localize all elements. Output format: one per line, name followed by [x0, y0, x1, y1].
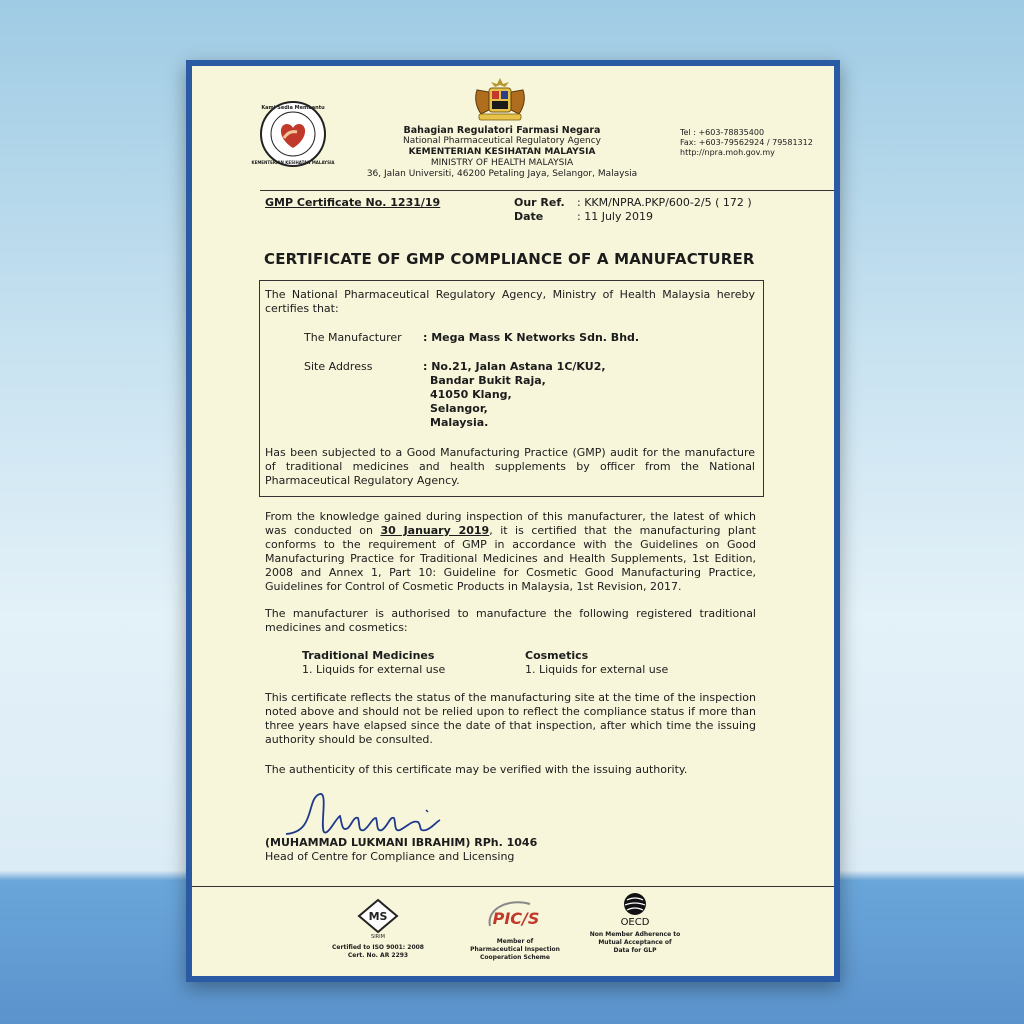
- signatory-line: [265, 836, 537, 849]
- ms-certification: [328, 898, 428, 960]
- oecd-caption-line-1: Non Member Adherence to: [589, 931, 681, 938]
- date-label: Date: [514, 210, 544, 223]
- svg-text:Kami Sedia Membantu: Kami Sedia Membantu: [261, 105, 325, 111]
- ministry-english-name: MINISTRY OF HEALTH MALAYSIA: [430, 158, 574, 168]
- agency-malay-name: Bahagian Regulatori Farmasi Negara: [403, 125, 601, 136]
- ministry-malay-name: KEMENTERIAN KESIHATAN MALAYSIA: [408, 147, 596, 157]
- category-traditional-medicines: [302, 649, 445, 677]
- header-divider: [260, 190, 834, 191]
- certificate-number: GMP Certificate No. 1231/19: [265, 196, 441, 209]
- pics-membership: [460, 896, 570, 962]
- signatory-position: Head of Centre for Compliance and Licensing: [265, 850, 515, 863]
- address-line: Selangor,: [430, 402, 488, 415]
- fax-number: Fax: +603-79562924 / 79581312: [680, 138, 813, 147]
- address-line: Bandar Bukit Raja,: [430, 374, 546, 387]
- agency-address: 36, Jalan Universiti, 46200 Petaling Jaya, Selangor, Malaysia: [366, 169, 638, 179]
- coat-of-arms-emblem: [469, 76, 531, 124]
- contact-info: [680, 128, 830, 158]
- inspection-text-after: , it is certified that the manufacturing plant conforms to the requirement of GMP in accordance with the Guidelines on Good Manufacturing Practice for Traditional Medicines and Health Supplements, 1st Edition, 2008 and Annex 1, Part 10: Guideline for Cosmetic Good Manufacturing Practice, Guidelines for Control of Cosmetic Products in Malaysia, 1st Revision, 2017.: [265, 524, 756, 593]
- oecd-logo: [615, 892, 655, 926]
- inspection-date: 30 January 2019: [380, 524, 490, 537]
- address-line: : No.21, Jalan Astana 1C/KU2,: [423, 360, 606, 373]
- authorisation-paragraph: The manufacturer is authorised to manufacture the following registered traditional medicines and cosmetics:: [265, 607, 756, 634]
- oecd-caption-line-2: Mutual Acceptance of: [598, 939, 672, 946]
- pics-caption-line-2: Pharmaceutical Inspection: [470, 946, 560, 953]
- site-address-lines: [423, 360, 606, 430]
- category-heading: Traditional Medicines: [302, 649, 435, 662]
- ms-caption-line-2: Cert. No. AR 2293: [347, 952, 409, 959]
- pics-logo: [480, 896, 550, 934]
- signatory-credential: RPh. 1046: [474, 836, 538, 849]
- our-ref-value: : KKM/NPRA.PKP/600-2/5 ( 172 ): [577, 196, 752, 209]
- pics-logo-text: PIC/S: [492, 909, 540, 928]
- certificate-title: CERTIFICATE OF GMP COMPLIANCE OF A MANUFACTURER: [264, 250, 755, 268]
- oecd-caption-line-3: Data for GLP: [613, 947, 657, 954]
- our-ref-label: Our Ref.: [514, 196, 565, 209]
- svg-text:KEMENTERIAN KESIHATAN MALAYSIA: KEMENTERIAN KESIHATAN MALAYSIA: [251, 160, 335, 165]
- agency-english-name: National Pharmaceutical Regulatory Agency: [402, 136, 601, 146]
- date-value: : 11 July 2019: [577, 210, 653, 223]
- pics-caption-line-3: Cooperation Scheme: [480, 954, 550, 961]
- address-line: 41050 Klang,: [430, 388, 512, 401]
- oecd-adherence: [580, 892, 690, 955]
- site-address-label: Site Address: [304, 360, 373, 373]
- oecd-logo-text: OECD: [620, 917, 650, 928]
- category-cosmetics: [525, 649, 668, 677]
- handwritten-signature: [276, 788, 466, 840]
- ms-sub: SIRIM: [371, 934, 385, 940]
- category-item: 1. Liquids for external use: [302, 663, 446, 676]
- agency-header: [352, 125, 652, 180]
- footer-divider: [192, 886, 834, 887]
- category-heading: Cosmetics: [525, 649, 589, 662]
- authenticity-paragraph: The authenticity of this certificate may be verified with the issuing authority.: [265, 763, 688, 776]
- ministry-badge-logo: [251, 100, 335, 168]
- ms-sirim-logo: [357, 898, 399, 934]
- category-item: 1. Liquids for external use: [525, 663, 669, 676]
- website-url: http://npra.moh.gov.my: [680, 148, 775, 157]
- validity-paragraph: This certificate reflects the status of the manufacturing site at the time of the inspection noted above and should not be relied upon to reflect the compliance status if more than three years have elapsed since the date of that inspection, after which time the issuing authority should be consulted.: [265, 691, 756, 746]
- audit-statement: Has been subjected to a Good Manufacturing Practice (GMP) audit for the manufacture of traditional medicines and health supplements by officer from the National Pharmaceutical Regulatory Agency.: [265, 446, 755, 487]
- manufacturer-value: : Mega Mass K Networks Sdn. Bhd.: [423, 331, 640, 344]
- tel-number: Tel : +603-78835400: [680, 128, 765, 137]
- ms-logo-text: MS: [368, 910, 388, 923]
- certification-intro: The National Pharmaceutical Regulatory Agency, Ministry of Health Malaysia hereby certifies that:: [265, 288, 755, 315]
- inspection-text-before: From the knowledge gained during inspection of this manufacturer, the latest of which was conducted on: [265, 510, 756, 537]
- pics-caption-line-1: Member of: [496, 938, 534, 945]
- signatory-name: (MUHAMMAD LUKMANI IBRAHIM): [265, 836, 471, 849]
- inspection-paragraph: [265, 510, 756, 594]
- ms-caption-line-1: Certified to ISO 9001: 2008: [332, 944, 424, 951]
- manufacturer-label: The Manufacturer: [304, 331, 402, 344]
- address-line: Malaysia.: [430, 416, 489, 429]
- certificate-paper: [192, 66, 834, 976]
